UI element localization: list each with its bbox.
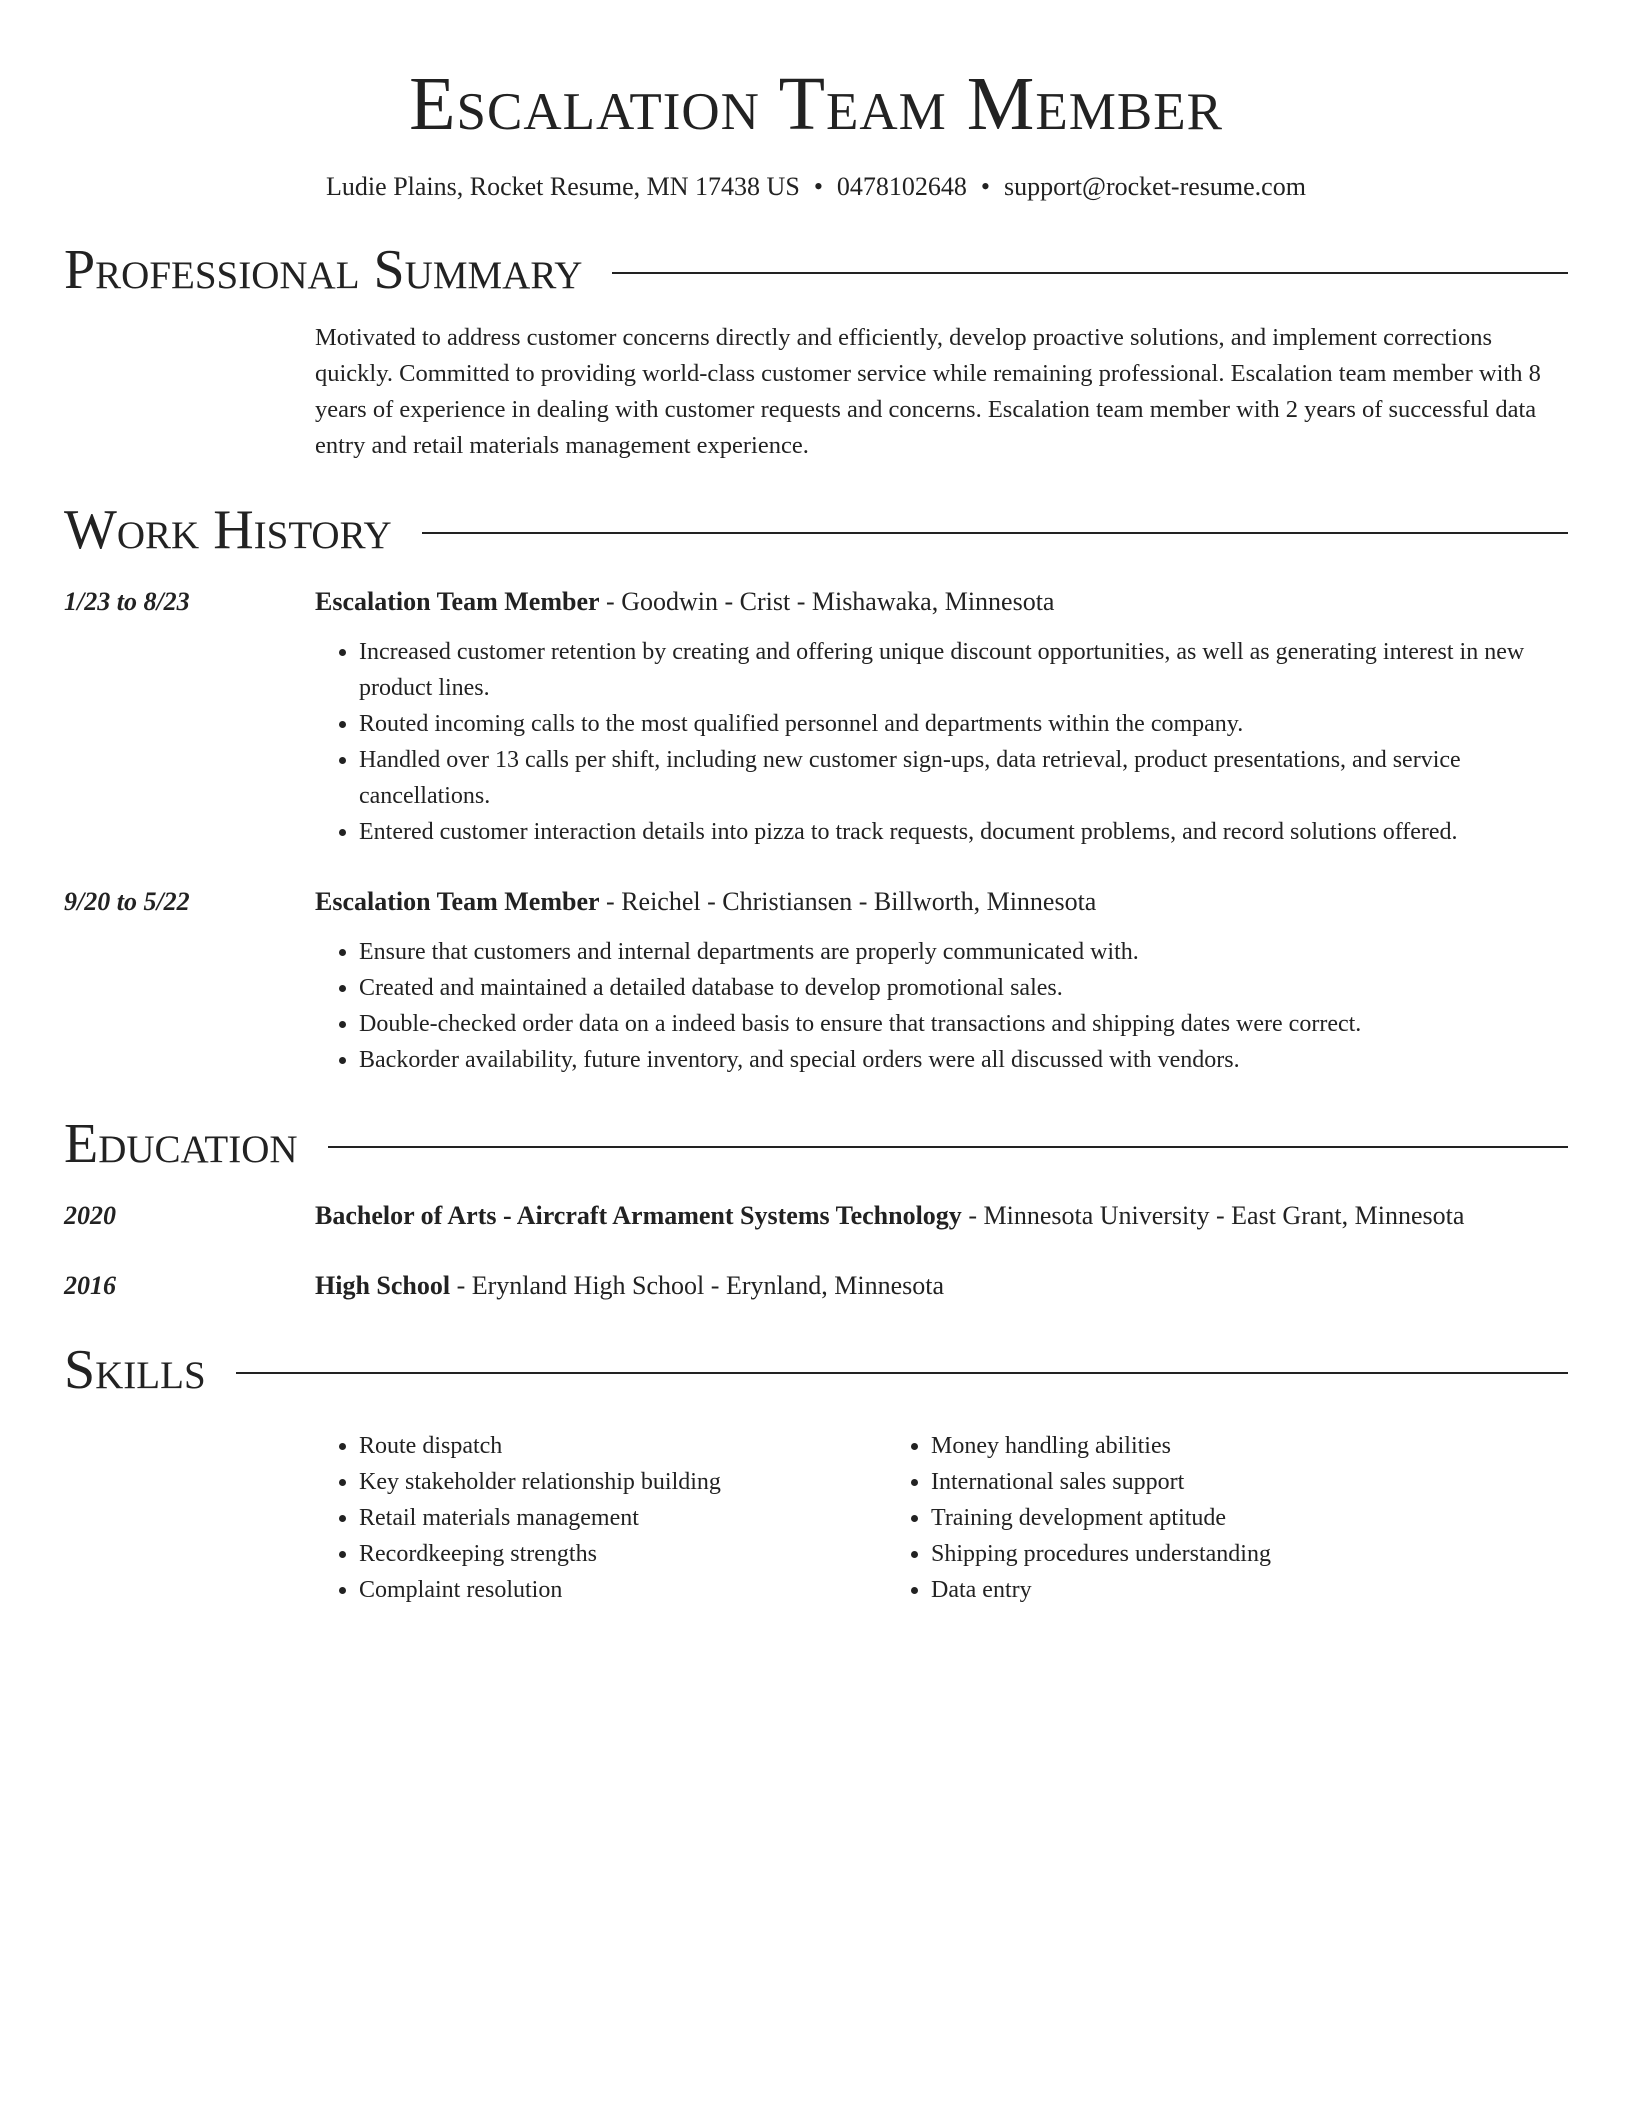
education-year: 2020 — [64, 1201, 116, 1230]
contact-phone: 0478102648 — [836, 172, 967, 201]
work-section-header — [64, 498, 1568, 562]
job-role: Escalation Team Member — [315, 587, 600, 616]
job-role: Escalation Team Member — [315, 887, 600, 916]
section-divider — [422, 532, 1568, 534]
education-title: Education — [64, 1113, 298, 1175]
section-divider — [328, 1146, 1568, 1148]
job-bullet: • Ensure that customers and internal departments are properly communicated with. — [359, 934, 1568, 970]
candidate-name: Escalation Team Member — [409, 62, 1223, 146]
skill-item: • Training development aptitude — [931, 1500, 1459, 1536]
contact-line — [64, 170, 1568, 204]
job-bullet: • Routed incoming calls to the most qualified personnel and departments within the company. — [359, 706, 1568, 742]
job-entry — [64, 884, 1568, 1078]
summary-row — [64, 302, 1568, 464]
job-heading — [315, 584, 1568, 620]
skills-title: Skills — [64, 1339, 206, 1401]
job-bullet: • Backorder availability, future inventory, and special orders were all discussed with vendors. — [359, 1042, 1568, 1078]
education-entry — [64, 1198, 1568, 1234]
skill-item: • Data entry — [931, 1572, 1459, 1608]
education-details: - Minnesota University - East Grant, Minnesota — [961, 1201, 1465, 1230]
education-year: 2016 — [64, 1271, 116, 1300]
skill-item: • Money handling abilities — [931, 1428, 1459, 1464]
job-details: - Goodwin - Crist - Mishawaka, Minnesota — [599, 587, 1055, 616]
skills-list-left — [315, 1428, 887, 1608]
skills-list-right — [887, 1428, 1459, 1608]
contact-address: Ludie Plains, Rocket Resume, MN 17438 US — [326, 172, 800, 201]
skill-item: • Route dispatch — [359, 1428, 887, 1464]
job-bullet: • Handled over 13 calls per shift, including new customer sign-ups, data retrieval, product presentations, and service cancellations. — [359, 742, 1568, 814]
skill-item: • Key stakeholder relationship building — [359, 1464, 887, 1500]
summary-text: Motivated to address customer concerns directly and efficiently, develop proactive solutions, and implement corrections quickly. Committed to providing world-class customer service while remaining professional. Escalation team member with 8 years of experience in dealing with customer requests and concerns. Escalation team member with 2 years of successful data entry and retail materials management experience. — [315, 324, 1541, 459]
education-section-header — [64, 1112, 1568, 1176]
summary-left-spacer — [64, 302, 315, 464]
job-dates: 9/20 to 5/22 — [64, 887, 190, 916]
contact-separator: • — [980, 172, 991, 201]
job-dates: 1/23 to 8/23 — [64, 587, 190, 616]
skill-item: • Retail materials management — [359, 1500, 887, 1536]
education-degree: High School — [315, 1271, 451, 1300]
job-bullet: • Created and maintained a detailed database to develop promotional sales. — [359, 970, 1568, 1006]
section-divider — [236, 1372, 1568, 1374]
summary-section-header — [64, 238, 1568, 302]
resume-header — [64, 0, 1568, 204]
section-divider — [612, 272, 1568, 274]
education-entry — [64, 1268, 1568, 1304]
contact-separator: • — [813, 172, 823, 201]
skill-item: • Complaint resolution — [359, 1572, 887, 1608]
job-entry — [64, 584, 1568, 850]
education-details: - Erynland High School - Erynland, Minnesota — [450, 1271, 945, 1300]
skills-left-spacer — [64, 1428, 315, 1608]
skill-item: • Shipping procedures understanding — [931, 1536, 1459, 1572]
summary-title: Professional Summary — [64, 239, 583, 301]
job-heading — [315, 884, 1568, 920]
job-bullet: • Increased customer retention by creating and offering unique discount opportunities, as well as generating interest in new product lines. — [359, 634, 1568, 706]
job-details: - Reichel - Christiansen - Billworth, Minnesota — [599, 887, 1097, 916]
education-degree: Bachelor of Arts - Aircraft Armament Systems Technology — [315, 1201, 962, 1230]
contact-email: support@rocket-resume.com — [1004, 172, 1306, 201]
skill-item: • International sales support — [931, 1464, 1459, 1500]
skill-item: • Recordkeeping strengths — [359, 1536, 887, 1572]
job-bullets — [315, 934, 1568, 1078]
job-bullet: • Entered customer interaction details into pizza to track requests, document problems, and record solutions offered. — [359, 814, 1568, 850]
job-bullet: • Double-checked order data on a indeed basis to ensure that transactions and shipping dates were correct. — [359, 1006, 1568, 1042]
skills-section-header — [64, 1338, 1568, 1402]
job-bullets — [315, 634, 1568, 850]
skills-row — [64, 1428, 1568, 1608]
work-title: Work History — [64, 499, 392, 561]
